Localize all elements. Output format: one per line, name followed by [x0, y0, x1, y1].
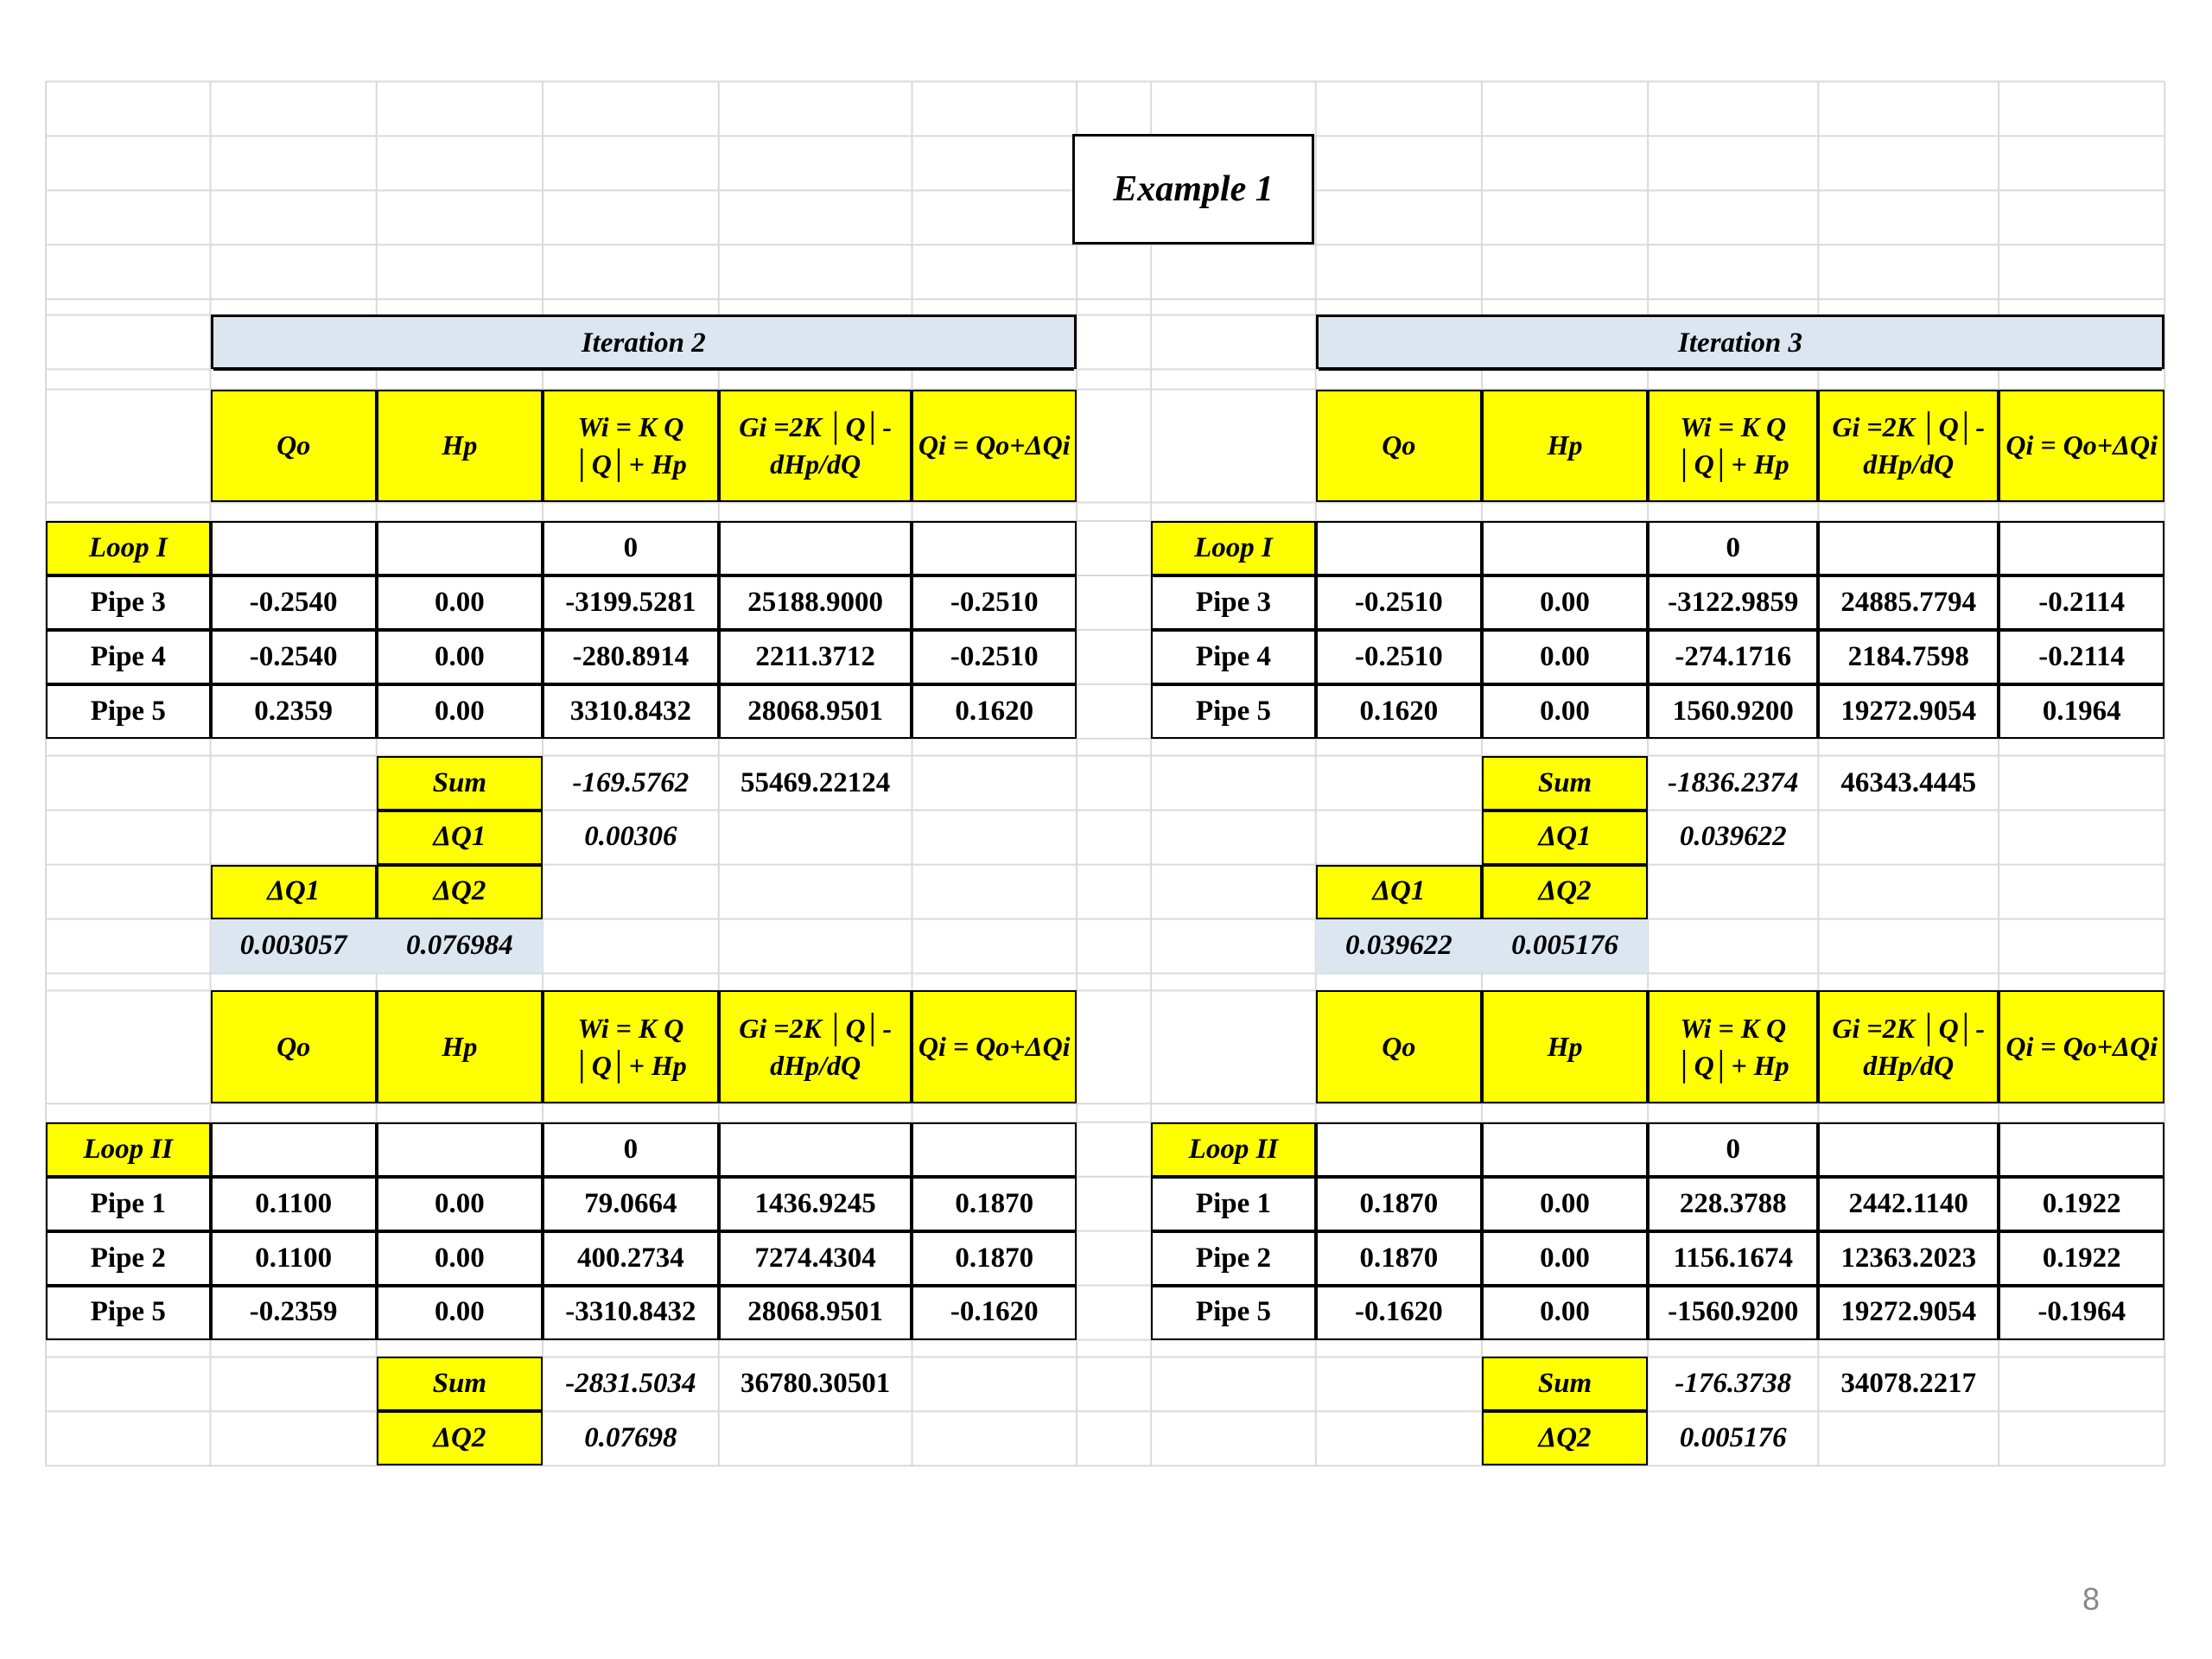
iteration3-loop2-zero: 0 — [1648, 1122, 1818, 1177]
iteration2-loop2-table-cell: Pipe 1 — [46, 1177, 211, 1231]
iteration2-loop1-table-cell: -0.2510 — [912, 575, 1077, 630]
iteration2-loop2-table-cell: 0.1870 — [912, 1177, 1077, 1231]
iteration3-loop2-table-cell: 0.00 — [1482, 1231, 1648, 1286]
iteration2-col-header: Gi =2K │Q│- dHp/dQ — [719, 390, 912, 503]
iteration2-loop2-blank-cell — [377, 1122, 543, 1177]
iteration3-loop2-table-cell: 19272.9054 — [1818, 1286, 1999, 1340]
iteration3-loop1-blank-cell — [1818, 521, 1999, 575]
iteration2-loop1-table-cell: -280.8914 — [543, 630, 719, 684]
iteration3-col-header: Qo — [1316, 990, 1482, 1103]
iteration2-loop2-table-cell: 1436.9245 — [719, 1177, 912, 1231]
iteration2-col-header: Qo — [211, 990, 377, 1103]
iteration2-loop2-dq-value: 0.07698 — [584, 1422, 677, 1454]
iteration3-loop1-table-cell: 1560.9200 — [1648, 684, 1818, 739]
iteration3-loop1-table-cell: Pipe 5 — [1151, 684, 1316, 739]
iteration3-col-header: Qi = Qo+ΔQi — [1999, 390, 2164, 503]
iteration3-loop2-table-cell: -0.1620 — [1316, 1286, 1482, 1340]
iteration2-loop1-table-cell: 0.1620 — [912, 684, 1077, 739]
iteration2-loop1-blank-cell — [912, 521, 1077, 575]
iteration2-loop2-table-cell: 0.1870 — [912, 1231, 1077, 1286]
iteration3-loop2-table-cell: Pipe 5 — [1151, 1286, 1316, 1340]
iteration3-loop1-table-cell: 0.00 — [1482, 630, 1648, 684]
iteration3-dq2-header: ΔQ2 — [1482, 865, 1648, 919]
iteration2-loop1-sum-label: Sum — [377, 756, 543, 810]
iteration3-col-header: Hp — [1482, 390, 1648, 503]
iteration3-loop1-table-cell: -0.2510 — [1316, 575, 1482, 630]
iteration2-loop1-dq-label: ΔQ1 — [377, 810, 543, 865]
iteration2-loop2-sum-label: Sum — [377, 1357, 543, 1411]
iteration2-loop1-sum-g: 55469.22124 — [741, 766, 891, 798]
iteration2-loop2-table-cell: 0.00 — [377, 1231, 543, 1286]
iteration2-loop2-table-cell: -3310.8432 — [543, 1286, 719, 1340]
iteration2-loop1-table-cell: 0.2359 — [211, 684, 377, 739]
iteration2-col-header: Wi = K Q │Q│+ Hp — [543, 390, 719, 503]
iteration3-loop2-table-cell: Pipe 2 — [1151, 1231, 1316, 1286]
iteration3-dq1-value: 0.039622 — [1316, 919, 1482, 974]
iteration2-col-header: Hp — [377, 390, 543, 503]
iteration2-loop2-table-cell: Pipe 2 — [46, 1231, 211, 1286]
iteration3-loop2-table-cell: -0.1964 — [1999, 1286, 2164, 1340]
iteration3-loop2-table-cell: 0.1922 — [1999, 1231, 2164, 1286]
iteration3-col-header: Gi =2K │Q│- dHp/dQ — [1818, 990, 1999, 1103]
iteration2-col-header: Hp — [377, 990, 543, 1103]
iteration3-loop2-sum-g: 34078.2217 — [1840, 1368, 1977, 1400]
example-title: Example 1 — [1072, 134, 1314, 245]
iteration3-loop2-table-cell: Pipe 1 — [1151, 1177, 1316, 1231]
iteration2-loop1-table-cell: 2211.3712 — [719, 630, 912, 684]
iteration2-loop1-table-cell: 0.00 — [377, 630, 543, 684]
iteration2-col-header: Qi = Qo+ΔQi — [912, 990, 1077, 1103]
iteration2-banner: Iteration 2 — [211, 315, 1077, 369]
iteration3-loop1-table-cell: -0.2510 — [1316, 630, 1482, 684]
iteration2-loop1-table-cell: -0.2510 — [912, 630, 1077, 684]
iteration2-loop1-table-cell: 0.00 — [377, 684, 543, 739]
iteration3-loop2-table-cell: 1156.1674 — [1648, 1231, 1818, 1286]
iteration2-loop2-label: Loop II — [46, 1122, 211, 1177]
iteration2-loop1-table-cell: 0.00 — [377, 575, 543, 630]
iteration3-loop2-label: Loop II — [1151, 1122, 1316, 1177]
iteration2-col-header: Gi =2K │Q│- dHp/dQ — [719, 990, 912, 1103]
iteration2-loop1-label: Loop I — [46, 521, 211, 575]
iteration3-loop2-table-cell: 228.3788 — [1648, 1177, 1818, 1231]
iteration2-dq1-value: 0.003057 — [211, 919, 377, 974]
iteration3-loop1-dq-value: 0.039622 — [1679, 821, 1787, 853]
iteration3-col-header: Qi = Qo+ΔQi — [1999, 990, 2164, 1103]
iteration3-loop1-label: Loop I — [1151, 521, 1316, 575]
iteration3-loop1-table-cell: 0.00 — [1482, 575, 1648, 630]
iteration3-col-header: Qo — [1316, 390, 1482, 503]
iteration3-loop2-table-cell: -1560.9200 — [1648, 1286, 1818, 1340]
iteration2-loop2-dq-label: ΔQ2 — [377, 1411, 543, 1465]
iteration3-loop1-sum-label: Sum — [1482, 756, 1648, 810]
iteration2-loop1-blank-cell — [719, 521, 912, 575]
iteration2-loop2-sum-g: 36780.30501 — [741, 1368, 891, 1400]
iteration2-loop2-table-cell: 400.2734 — [543, 1231, 719, 1286]
iteration3-loop1-table-cell: Pipe 3 — [1151, 575, 1316, 630]
iteration2-loop1-blank-cell — [377, 521, 543, 575]
iteration2-dq1-header: ΔQ1 — [211, 865, 377, 919]
iteration3-loop2-table-cell: 0.1922 — [1999, 1177, 2164, 1231]
iteration2-loop2-blank-cell — [719, 1122, 912, 1177]
iteration3-loop2-table-cell: 0.00 — [1482, 1286, 1648, 1340]
iteration2-loop1-table-cell: 25188.9000 — [719, 575, 912, 630]
iteration3-loop1-table-cell: Pipe 4 — [1151, 630, 1316, 684]
iteration2-dq2-header: ΔQ2 — [377, 865, 543, 919]
iteration2-loop2-table-cell: 0.1100 — [211, 1177, 377, 1231]
iteration2-loop1-table-cell: Pipe 3 — [46, 575, 211, 630]
iteration2-loop2-blank-cell — [912, 1122, 1077, 1177]
iteration3-loop1-dq-label: ΔQ1 — [1482, 810, 1648, 865]
iteration2-loop1-table-cell: -3199.5281 — [543, 575, 719, 630]
iteration2-loop1-table-cell: -0.2540 — [211, 630, 377, 684]
iteration3-dq2-value: 0.005176 — [1482, 919, 1648, 974]
iteration3-loop2-blank-cell — [1999, 1122, 2164, 1177]
iteration3-loop1-table-cell: -3122.9859 — [1648, 575, 1818, 630]
iteration3-loop1-table-cell: 24885.7794 — [1818, 575, 1999, 630]
iteration3-banner: Iteration 3 — [1316, 315, 2165, 369]
page-number: 8 — [2082, 1581, 2101, 1617]
iteration2-loop2-table-cell: 79.0664 — [543, 1177, 719, 1231]
iteration2-col-header: Qi = Qo+ΔQi — [912, 390, 1077, 503]
iteration3-loop2-table-cell: 2442.1140 — [1818, 1177, 1999, 1231]
iteration3-loop2-blank-cell — [1482, 1122, 1648, 1177]
iteration3-loop1-table-cell: 0.1964 — [1999, 684, 2164, 739]
iteration3-loop2-table-cell: 0.1870 — [1316, 1177, 1482, 1231]
iteration2-loop2-zero: 0 — [543, 1122, 719, 1177]
iteration3-col-header: Gi =2K │Q│- dHp/dQ — [1818, 390, 1999, 503]
iteration3-loop1-blank-cell — [1482, 521, 1648, 575]
iteration2-loop1-sum-w: -169.5762 — [572, 766, 690, 798]
iteration3-col-header: Hp — [1482, 990, 1648, 1103]
iteration3-loop2-sum-w: -176.3738 — [1675, 1368, 1792, 1400]
iteration2-loop2-blank-cell — [211, 1122, 377, 1177]
iteration2-loop2-table-cell: 0.00 — [377, 1177, 543, 1231]
iteration3-loop1-table-cell: 0.1620 — [1316, 684, 1482, 739]
iteration3-loop2-table-cell: 0.1870 — [1316, 1231, 1482, 1286]
iteration3-loop2-blank-cell — [1316, 1122, 1482, 1177]
iteration3-col-header: Wi = K Q │Q│+ Hp — [1648, 990, 1818, 1103]
iteration3-loop1-sum-w: -1836.2374 — [1668, 766, 1799, 798]
iteration2-loop1-table-cell: 3310.8432 — [543, 684, 719, 739]
iteration3-loop2-table-cell: 12363.2023 — [1818, 1231, 1999, 1286]
iteration2-loop1-table-cell: Pipe 5 — [46, 684, 211, 739]
iteration2-dq2-value: 0.076984 — [377, 919, 543, 974]
iteration3-loop1-table-cell: 19272.9054 — [1818, 684, 1999, 739]
iteration2-loop2-table-cell: 0.00 — [377, 1286, 543, 1340]
iteration3-loop1-blank-cell — [1999, 521, 2164, 575]
iteration3-loop2-sum-label: Sum — [1482, 1357, 1648, 1411]
iteration2-loop2-table-cell: 0.1100 — [211, 1231, 377, 1286]
iteration3-loop2-dq-label: ΔQ2 — [1482, 1411, 1648, 1465]
iteration2-loop2-sum-w: -2831.5034 — [565, 1368, 696, 1400]
iteration2-col-header: Qo — [211, 390, 377, 503]
iteration3-loop1-table-cell: -0.2114 — [1999, 630, 2164, 684]
iteration3-loop1-table-cell: 0.00 — [1482, 684, 1648, 739]
iteration3-loop1-table-cell: -0.2114 — [1999, 575, 2164, 630]
iteration3-loop1-zero: 0 — [1648, 521, 1818, 575]
iteration2-loop2-table-cell: 28068.9501 — [719, 1286, 912, 1340]
iteration2-loop1-blank-cell — [211, 521, 377, 575]
iteration3-loop1-table-cell: 2184.7598 — [1818, 630, 1999, 684]
iteration2-loop1-table-cell: -0.2540 — [211, 575, 377, 630]
iteration3-loop1-blank-cell — [1316, 521, 1482, 575]
iteration2-loop2-table-cell: Pipe 5 — [46, 1286, 211, 1340]
iteration2-loop2-table-cell: 7274.4304 — [719, 1231, 912, 1286]
iteration3-col-header: Wi = K Q │Q│+ Hp — [1648, 390, 1818, 503]
iteration2-loop2-table-cell: -0.1620 — [912, 1286, 1077, 1340]
iteration3-loop2-table-cell: 0.00 — [1482, 1177, 1648, 1231]
iteration2-loop2-table-cell: -0.2359 — [211, 1286, 377, 1340]
iteration2-loop1-zero: 0 — [543, 521, 719, 575]
iteration3-dq1-header: ΔQ1 — [1316, 865, 1482, 919]
iteration2-col-header: Wi = K Q │Q│+ Hp — [543, 990, 719, 1103]
iteration2-loop1-table-cell: 28068.9501 — [719, 684, 912, 739]
iteration3-loop2-blank-cell — [1818, 1122, 1999, 1177]
iteration3-loop2-dq-value: 0.005176 — [1679, 1422, 1787, 1454]
iteration3-loop1-sum-g: 46343.4445 — [1840, 766, 1977, 798]
iteration2-loop1-table-cell: Pipe 4 — [46, 630, 211, 684]
iteration2-loop1-dq-value: 0.00306 — [584, 821, 677, 853]
iteration3-loop1-table-cell: -274.1716 — [1648, 630, 1818, 684]
